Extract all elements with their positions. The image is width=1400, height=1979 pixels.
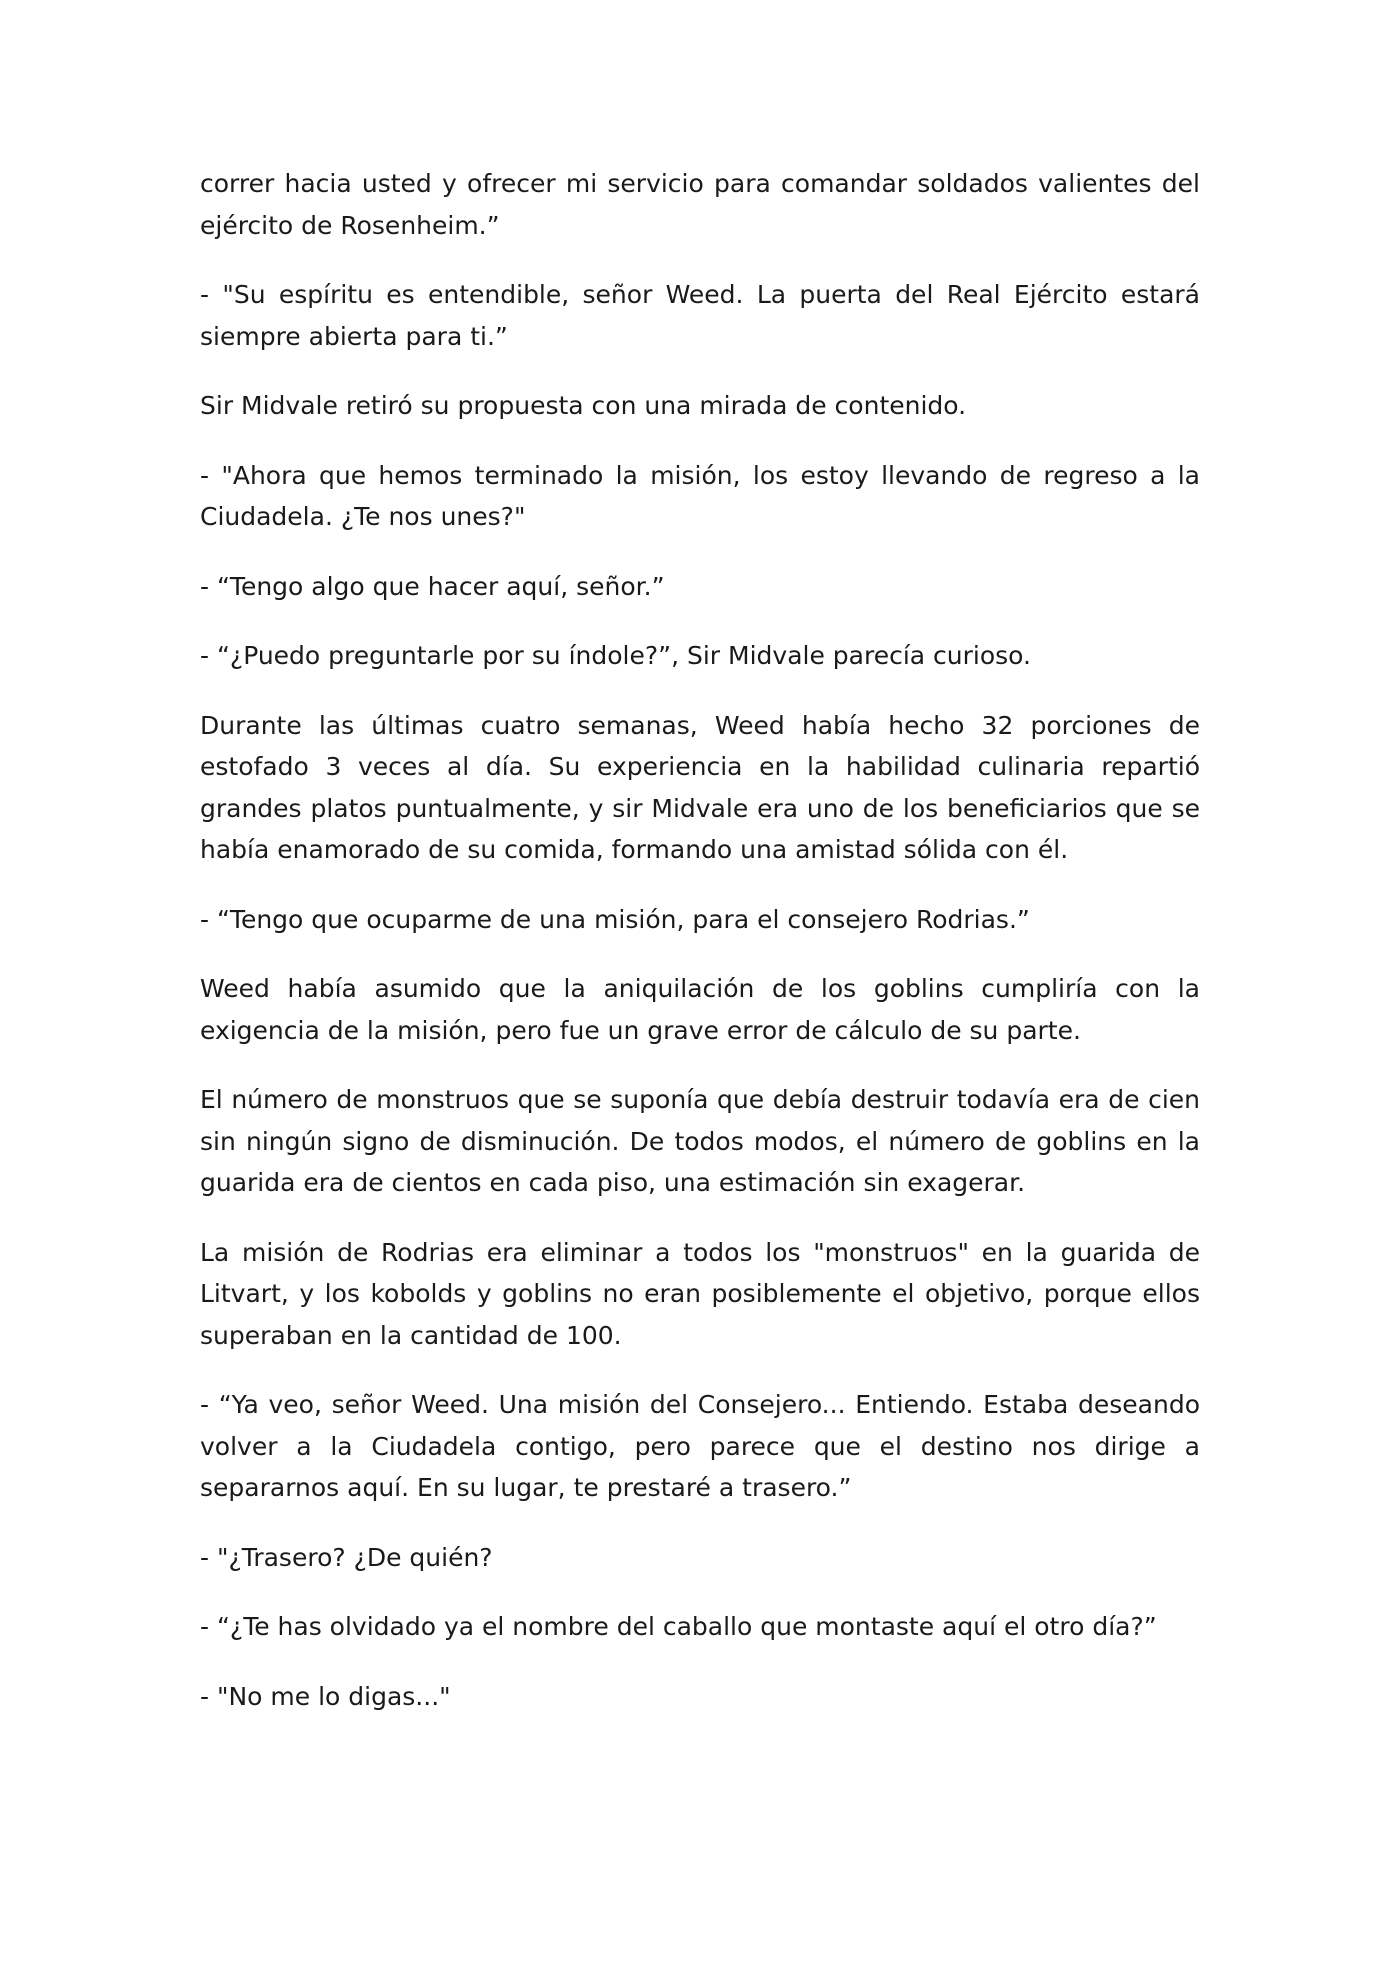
paragraph-4: - "Ahora que hemos terminado la misión, los estoy llevando de regreso a la Ciudadela. ¿Te nos unes?" — [200, 460, 1200, 531]
paragraph-10: El número de monstruos que se suponía que debía destruir todavía era de cien sin ningún signo de disminución. De todos modos, el número de goblins en la guarida era de cientos en cada piso, una estimación sin exagerar. — [200, 1085, 1200, 1197]
paragraph-13: - "¿Trasero? ¿De quién? — [200, 1542, 493, 1572]
paragraph-15: - "No me lo digas..." — [200, 1681, 451, 1711]
paragraph-14: - “¿Te has olvidado ya el nombre del caballo que montaste aquí el otro día?” — [200, 1612, 1157, 1641]
paragraph-6: - “¿Puedo preguntarle por su índole?”, Sir Midvale parecía curioso. — [200, 641, 1031, 670]
text-column — [200, 163, 1200, 1745]
paragraph-8: - “Tengo que ocuparme de una misión, para el consejero Rodrias.” — [200, 904, 1030, 934]
paragraph-5: - “Tengo algo que hacer aquí, señor.” — [200, 571, 665, 601]
paragraph-7: Durante las últimas cuatro semanas, Weed había hecho 32 porciones de estofado 3 veces al día. Su experiencia en la habilidad culinaria repartió grandes platos puntualmente, y sir Midvale era uno de los beneficiarios que se había enamorado de su comida, formando una amistad sólida con él. — [200, 710, 1200, 864]
paragraph-9: Weed había asumido que la aniquilación de los goblins cumpliría con la exigencia de la misión, pero fue un grave error de cálculo de su parte. — [200, 974, 1200, 1045]
paragraph-11: La misión de Rodrias era eliminar a todos los "monstruos" en la guarida de Litvart, y los kobolds y goblins no eran posiblemente el objetivo, porque ellos superaban en la cantidad de 100. — [200, 1237, 1200, 1350]
paragraph-2: - "Su espíritu es entendible, señor Weed. La puerta del Real Ejército estará siempre abierta para ti.” — [200, 280, 1200, 351]
paragraph-1: correr hacia usted y ofrecer mi servicio para comandar soldados valientes del ejército de Rosenheim.” — [200, 169, 1200, 240]
paragraph-12: - “Ya veo, señor Weed. Una misión del Consejero... Entiendo. Estaba deseando volver a la Ciudadela contigo, pero parece que el destino nos dirige a separarnos aquí. En su lugar, te prestaré a trasero.” — [200, 1390, 1200, 1502]
paragraph-3: Sir Midvale retiró su propuesta con una mirada de contenido. — [200, 391, 967, 420]
